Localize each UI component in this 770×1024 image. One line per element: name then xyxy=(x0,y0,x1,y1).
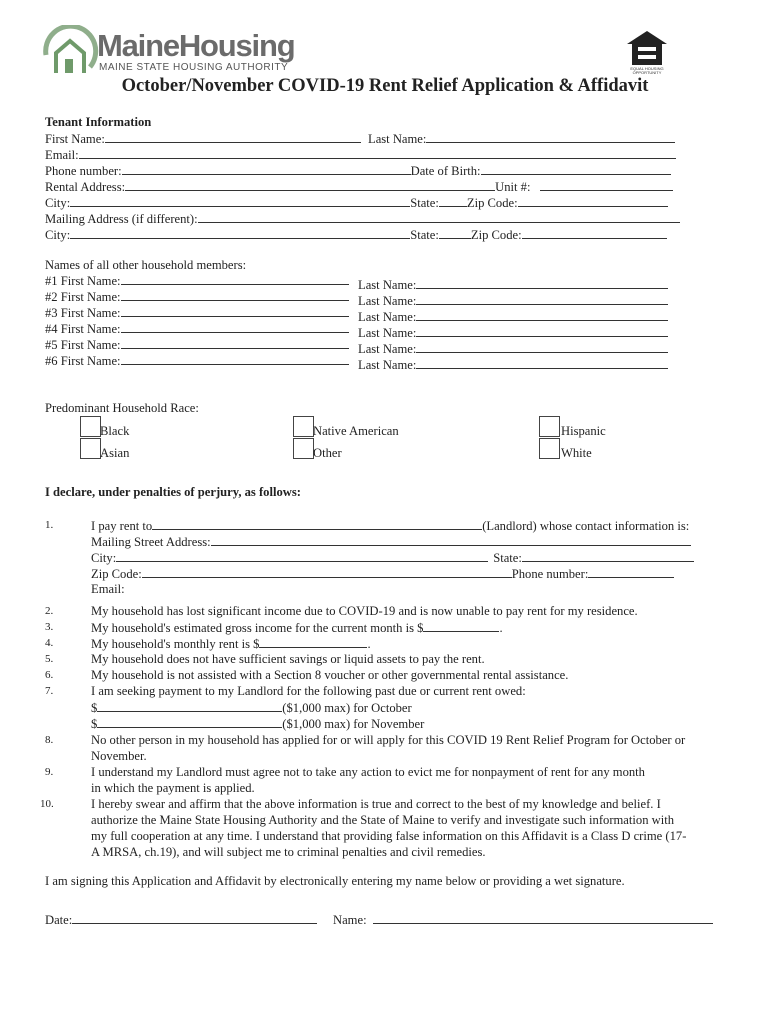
item-6-number: 6. xyxy=(45,669,54,681)
landlord-mailing-label: Mailing Street Address: xyxy=(91,535,211,549)
item-1-number: 1. xyxy=(45,519,54,531)
equal-housing-icon xyxy=(626,30,668,66)
signing-statement: I am signing this Application and Affidavit by electronically entering my name below or providing a wet signature. xyxy=(45,874,625,888)
mailing-address-label: Mailing Address (if different): xyxy=(45,212,198,226)
dob-label: Date of Birth: xyxy=(410,164,481,178)
member-5-first-label: #5 First Name: xyxy=(45,338,121,352)
member-6-last-label: Last Name: xyxy=(358,358,417,372)
member-4-last-label: Last Name: xyxy=(358,326,417,340)
member-6-last-field[interactable] xyxy=(416,357,668,369)
unit-field[interactable] xyxy=(540,179,673,191)
state-label: State: xyxy=(410,196,439,210)
declaration-heading: I declare, under penalties of perjury, as follows: xyxy=(45,485,301,499)
member-3-last-label: Last Name: xyxy=(358,310,417,324)
member-5-last-field[interactable] xyxy=(416,341,668,353)
email-field[interactable] xyxy=(79,147,676,159)
name-label: Name: xyxy=(333,913,367,927)
zip-label: Zip Code: xyxy=(466,196,518,210)
landlord-email-label: Email: xyxy=(91,582,125,596)
member-2-last-label: Last Name: xyxy=(358,294,417,308)
landlord-suffix: (Landlord) whose contact information is: xyxy=(482,519,690,533)
race-native-american-checkbox[interactable] xyxy=(293,416,314,437)
landlord-city-field[interactable] xyxy=(116,550,488,562)
item-4-period: . xyxy=(367,637,371,651)
item-8-text-line2: November. xyxy=(91,749,147,763)
mailing-state-label: State: xyxy=(410,228,439,242)
mainehousing-logo-icon xyxy=(42,25,100,77)
first-name-field[interactable] xyxy=(105,131,361,143)
item-3-period: . xyxy=(499,621,503,635)
landlord-state-field[interactable] xyxy=(522,550,694,562)
landlord-zip-field[interactable] xyxy=(142,566,512,578)
name-field[interactable] xyxy=(373,912,713,924)
item-10-text-line3: my full cooperation at any time. I understand that providing false information on this Affidavit is a Class D crime (17- xyxy=(91,829,687,843)
mailing-city-field[interactable] xyxy=(70,227,410,239)
phone-field[interactable] xyxy=(122,163,411,175)
page-title: October/November COVID-19 Rent Relief Application & Affidavit xyxy=(121,76,649,96)
logo-subtitle: MAINE STATE HOUSING AUTHORITY xyxy=(99,62,289,73)
item-2-number: 2. xyxy=(45,605,54,617)
item-2-text: My household has lost significant income due to COVID-19 and is now unable to pay rent for my residence. xyxy=(91,604,638,618)
item-4-text: My household's monthly rent is $ xyxy=(91,637,260,651)
landlord-name-field[interactable] xyxy=(152,518,482,530)
item-5-text: My household does not have sufficient savings or liquid assets to pay the rent. xyxy=(91,652,485,666)
item-3-text: My household's estimated gross income for the current month is $ xyxy=(91,621,424,635)
october-label: ($1,000 max) for October xyxy=(282,701,412,715)
member-2-last-field[interactable] xyxy=(416,293,668,305)
date-label: Date: xyxy=(45,913,73,927)
item-6-text: My household is not assisted with a Section 8 voucher or other governmental rental assistance. xyxy=(91,668,569,682)
member-4-first-field[interactable] xyxy=(121,321,349,333)
item-7-number: 7. xyxy=(45,685,54,697)
mailing-city-label: City: xyxy=(45,228,71,242)
member-1-last-label: Last Name: xyxy=(358,278,417,292)
landlord-phone-label: Phone number: xyxy=(511,567,589,581)
item-8-text-line1: No other person in my household has applied for or will apply for this COVID 19 Rent Relief Program for October or xyxy=(91,733,686,747)
monthly-rent-field[interactable] xyxy=(259,636,367,648)
rental-address-field[interactable] xyxy=(125,179,495,191)
item-10-number: 10. xyxy=(40,798,54,810)
gross-income-field[interactable] xyxy=(423,620,499,632)
race-asian-checkbox[interactable] xyxy=(80,438,101,459)
unit-label: Unit #: xyxy=(495,180,531,194)
member-1-first-label: #1 First Name: xyxy=(45,274,121,288)
item-9-number: 9. xyxy=(45,766,54,778)
november-label: ($1,000 max) for November xyxy=(282,717,425,731)
landlord-phone-field[interactable] xyxy=(588,566,674,578)
state-field[interactable] xyxy=(439,195,467,207)
last-name-field[interactable] xyxy=(426,131,675,143)
member-6-first-field[interactable] xyxy=(121,353,349,365)
mailing-zip-label: Zip Code: xyxy=(470,228,522,242)
race-white-checkbox[interactable] xyxy=(539,438,560,459)
october-amount-field[interactable] xyxy=(97,700,282,712)
november-dollar: $ xyxy=(91,717,98,731)
household-intro: Names of all other household members: xyxy=(45,258,247,272)
member-2-first-label: #2 First Name: xyxy=(45,290,121,304)
member-3-first-label: #3 First Name: xyxy=(45,306,121,320)
pay-rent-label: I pay rent to xyxy=(91,519,153,533)
item-10-text-line1: I hereby swear and affirm that the above information is true and correct to the best of my knowledge and belief. I xyxy=(91,797,661,811)
race-hispanic-checkbox[interactable] xyxy=(539,416,560,437)
item-7-text: I am seeking payment to my Landlord for the following past due or current rent owed: xyxy=(91,684,526,698)
race-black-label: Black xyxy=(100,424,130,438)
race-native-american-label: Native American xyxy=(313,424,399,438)
date-field[interactable] xyxy=(72,912,317,924)
member-3-last-field[interactable] xyxy=(416,309,668,321)
item-5-number: 5. xyxy=(45,653,54,665)
landlord-zip-label: Zip Code: xyxy=(91,567,142,581)
phone-label: Phone number: xyxy=(45,164,122,178)
race-black-checkbox[interactable] xyxy=(80,416,101,437)
email-label: Email: xyxy=(45,148,79,162)
rental-address-label: Rental Address: xyxy=(45,180,126,194)
city-label: City: xyxy=(45,196,71,210)
landlord-city-label: City: xyxy=(91,551,117,565)
member-5-last-label: Last Name: xyxy=(358,342,417,356)
last-name-label: Last Name: xyxy=(368,132,427,146)
item-4-number: 4. xyxy=(45,637,54,649)
city-field[interactable] xyxy=(70,195,410,207)
member-6-first-label: #6 First Name: xyxy=(45,354,121,368)
item-10-text-line4: A MRSA, ch.19), and will subject me to criminal penalties and civil remedies. xyxy=(91,845,486,859)
race-label: Predominant Household Race: xyxy=(45,401,199,415)
member-1-last-field[interactable] xyxy=(416,277,668,289)
equal-housing-text: EQUAL HOUSING OPPORTUNITY xyxy=(630,66,664,75)
logo-wordmark: MaineHousing xyxy=(97,28,295,63)
race-white-label: White xyxy=(561,446,592,460)
item-9-text-line1: I understand my Landlord must agree not to take any action to evict me for nonpayment of rent for any month xyxy=(91,765,645,779)
item-8-number: 8. xyxy=(45,734,54,746)
mailing-address-field[interactable] xyxy=(198,211,680,223)
landlord-mailing-field[interactable] xyxy=(211,534,691,546)
zip-field[interactable] xyxy=(518,195,668,207)
member-5-first-field[interactable] xyxy=(121,337,349,349)
october-dollar: $ xyxy=(91,701,98,715)
race-hispanic-label: Hispanic xyxy=(561,424,606,438)
member-3-first-field[interactable] xyxy=(121,305,349,317)
landlord-state-label: State: xyxy=(493,551,522,565)
member-1-first-field[interactable] xyxy=(121,273,349,285)
november-amount-field[interactable] xyxy=(97,716,282,728)
item-10-text-line2: authorize the Maine State Housing Authority and the State of Maine to verify and investigate such information with xyxy=(91,813,675,827)
race-other-label: Other xyxy=(313,446,342,460)
race-asian-label: Asian xyxy=(100,446,130,460)
race-other-checkbox[interactable] xyxy=(293,438,314,459)
tenant-section-label: Tenant Information xyxy=(45,115,152,129)
first-name-label: First Name: xyxy=(45,132,105,146)
member-4-first-label: #4 First Name: xyxy=(45,322,121,336)
mailing-state-field[interactable] xyxy=(439,227,471,239)
dob-field[interactable] xyxy=(481,163,671,175)
mailing-zip-field[interactable] xyxy=(522,227,667,239)
member-2-first-field[interactable] xyxy=(121,289,349,301)
member-4-last-field[interactable] xyxy=(416,325,668,337)
item-9-text-line2: in which the payment is applied. xyxy=(91,781,255,795)
item-3-number: 3. xyxy=(45,621,54,633)
